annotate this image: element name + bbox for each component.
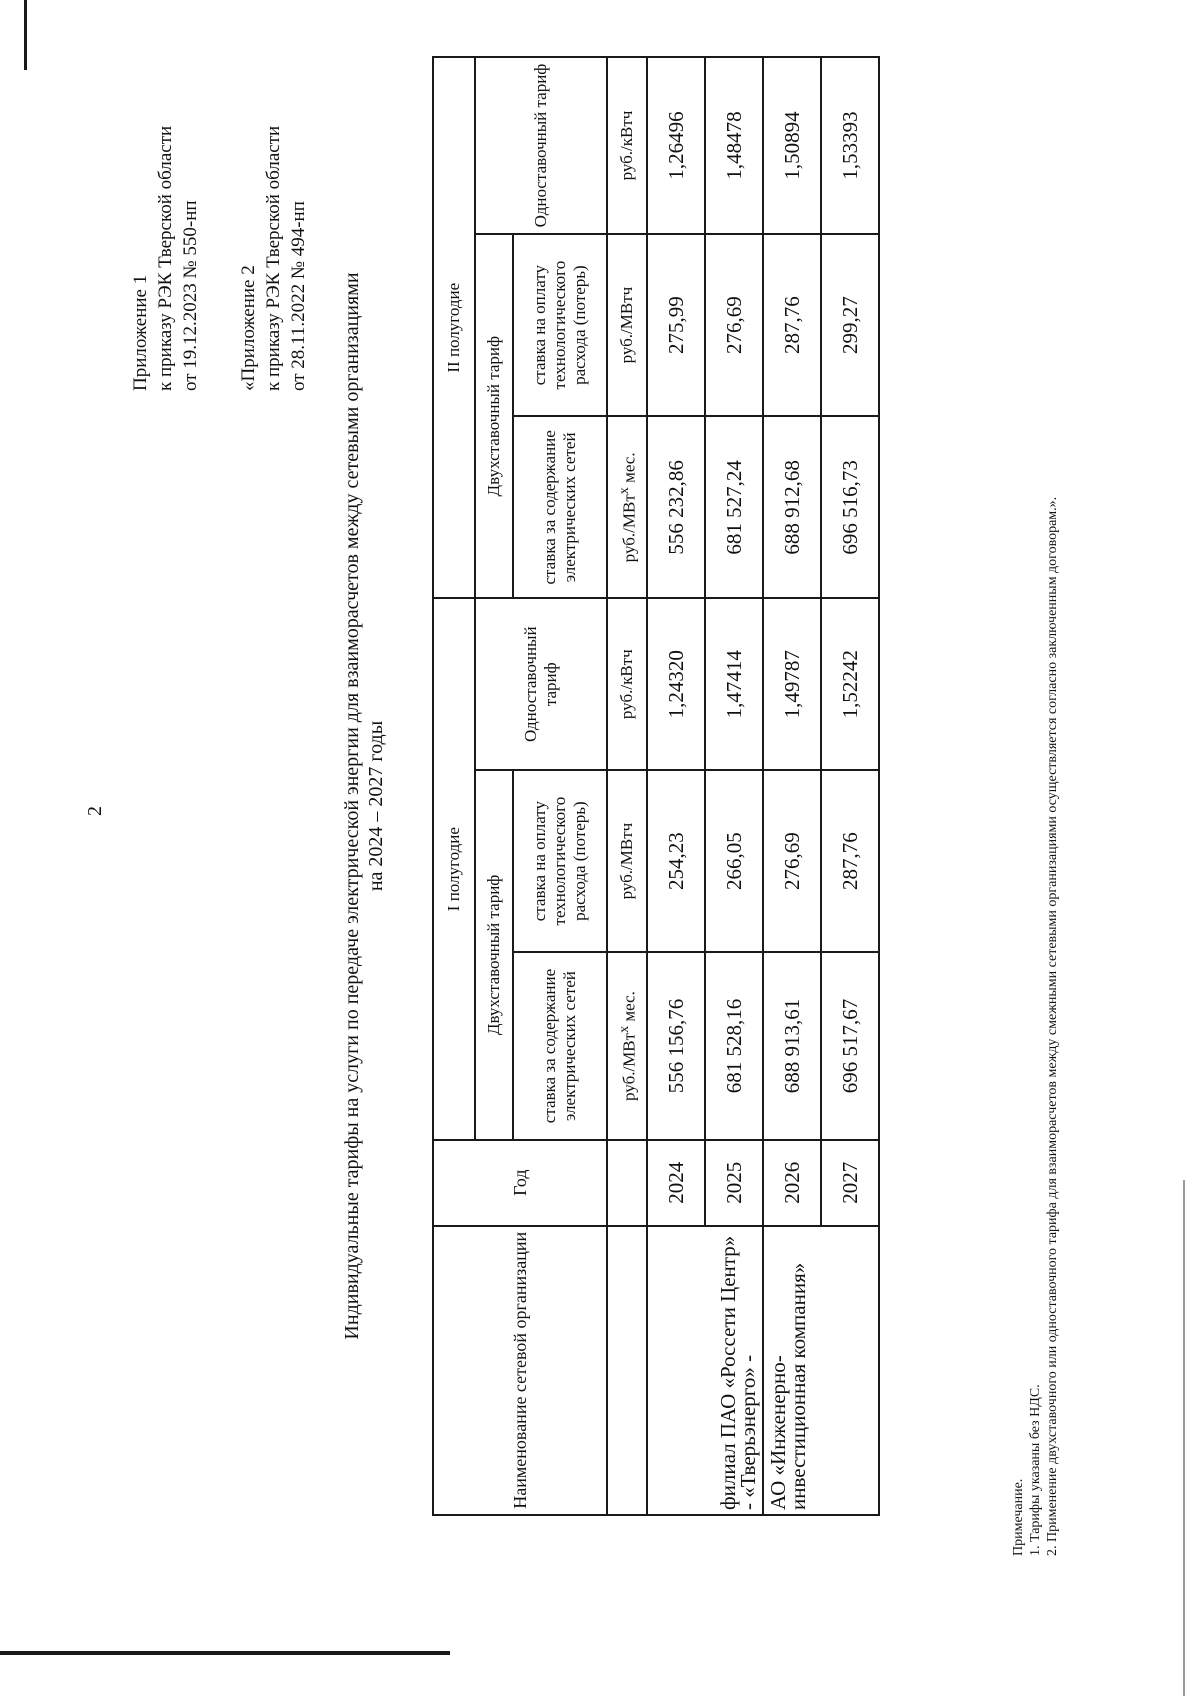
year-cell: 2024 — [647, 1140, 705, 1226]
h1-one-part-cell: 1,47414 — [705, 598, 763, 770]
title-line-2: на 2024 – 2027 годы — [365, 720, 387, 892]
appendix-2-line-3: от 28.11.2022 № 494-нп — [288, 201, 309, 391]
header-h2-loss-rate: ставка на оплату технологического расхода (потерь) — [513, 234, 607, 416]
page-number: 2 — [84, 806, 106, 816]
appendix-2-line-1: «Приложение 2 — [238, 265, 259, 391]
unit-h1-loss: руб./МВтч — [607, 770, 647, 952]
unit-h1-maintenance — [607, 952, 647, 1140]
year-cell: 2027 — [821, 1140, 879, 1226]
header-h1-loss-rate: ставка на оплату технологического расхода (потерь) — [513, 770, 607, 952]
appendix-1-line-2: к приказу РЭК Тверской области — [155, 125, 176, 391]
unit-h1-one-part: руб./кВтч — [607, 598, 647, 770]
notes-item-2: 2. Применение двухставочного или одноставочного тарифа для взаиморасчетов между смежными сетевыми организациями осуществляется согласно заключенным договорам.». — [1045, 496, 1060, 1556]
unit-h1-maintenance-sup: х — [616, 1025, 633, 1033]
h2-maintenance-cell: 688 912,68 — [763, 416, 821, 598]
h2-maintenance-cell: 681 527,24 — [705, 416, 763, 598]
units-row — [607, 57, 647, 1515]
units-year-empty — [607, 1140, 647, 1226]
header-row-1 — [433, 57, 475, 1515]
header-h1-one-part: Одноставочный тариф — [475, 598, 607, 770]
unit-h2-maintenance-base: руб./МВт — [619, 494, 639, 563]
h1-one-part-cell: 1,52242 — [821, 598, 879, 770]
h1-one-part-cell: 1,49787 — [763, 598, 821, 770]
unit-h1-maintenance-base: руб./МВт — [619, 1032, 639, 1101]
table-row — [763, 57, 821, 1515]
table-row — [647, 57, 705, 1515]
h2-loss-cell: 287,76 — [763, 234, 821, 416]
h2-maintenance-cell: 696 516,73 — [821, 416, 879, 598]
h1-maintenance-cell: 681 528,16 — [705, 952, 763, 1140]
h2-loss-cell: 276,69 — [705, 234, 763, 416]
year-cell: 2026 — [763, 1140, 821, 1226]
appendix-1-line-3: от 19.12.2023 № 550-нп — [180, 200, 201, 391]
appendix-2-line-2: к приказу РЭК Тверской области — [263, 125, 284, 391]
document-title — [340, 56, 388, 1556]
h1-maintenance-cell: 688 913,61 — [763, 952, 821, 1140]
org-name-cell-2: АО «Инженерно-инвестиционная компания» — [763, 1226, 879, 1515]
year-cell: 2025 — [705, 1140, 763, 1226]
header-h2-one-part: Одноставочный тариф — [475, 57, 607, 234]
header-h2-two-part: Двухставочный тариф — [475, 234, 513, 598]
unit-h2-loss: руб./МВтч — [607, 234, 647, 416]
header-year: Год — [433, 1140, 607, 1226]
h1-loss-cell: 254,23 — [647, 770, 705, 952]
notes-heading: Примечание. — [1011, 1478, 1026, 1556]
h2-one-part-cell: 1,26496 — [647, 57, 705, 234]
h2-one-part-cell: 1,48478 — [705, 57, 763, 234]
org-name-cell-1: филиал ПАО «Россети Центр» - «Тверьэнерго» - — [647, 1226, 763, 1515]
h1-loss-cell: 266,05 — [705, 770, 763, 952]
h2-loss-cell: 275,99 — [647, 234, 705, 416]
unit-h2-maintenance — [607, 416, 647, 598]
h1-maintenance-cell: 696 517,67 — [821, 952, 879, 1140]
h1-loss-cell: 276,69 — [763, 770, 821, 952]
h1-maintenance-cell: 556 156,76 — [647, 952, 705, 1140]
unit-h2-maintenance-sup: х — [616, 487, 633, 495]
unit-h2-one-part: руб./кВтч — [607, 57, 647, 234]
appendix-2-header — [236, 126, 311, 391]
title-line-1: Индивидуальные тарифы на услуги по передаче электрической энергии для взаиморасчетов между сетевыми организациями — [341, 272, 363, 1340]
h1-one-part-cell: 1,24320 — [647, 598, 705, 770]
header-half-2: II полугодие — [433, 57, 475, 598]
appendix-1-header — [128, 126, 203, 391]
header-h2-maintenance-rate: ставка за содержание электрических сетей — [513, 416, 607, 598]
header-h1-two-part: Двухставочный тариф — [475, 770, 513, 1140]
h2-loss-cell: 299,27 — [821, 234, 879, 416]
tariff-table — [432, 56, 880, 1516]
h1-loss-cell: 287,76 — [821, 770, 879, 952]
h2-one-part-cell: 1,53393 — [821, 57, 879, 234]
h2-maintenance-cell: 556 232,86 — [647, 416, 705, 598]
header-org-name: Наименование сетевой организации — [433, 1226, 607, 1515]
header-h1-maintenance-rate: ставка за содержание электрических сетей — [513, 952, 607, 1140]
h2-one-part-cell: 1,50894 — [763, 57, 821, 234]
appendix-1-line-1: Приложение 1 — [130, 274, 151, 391]
notes-block — [1010, 96, 1061, 1556]
unit-h2-maintenance-suffix: мес. — [619, 452, 639, 488]
header-half-1: I полугодие — [433, 598, 475, 1139]
units-org-empty — [607, 1226, 647, 1515]
unit-h1-maintenance-suffix: мес. — [619, 991, 639, 1026]
notes-item-1: 1. Тарифы указаны без НДС. — [1028, 1384, 1043, 1556]
